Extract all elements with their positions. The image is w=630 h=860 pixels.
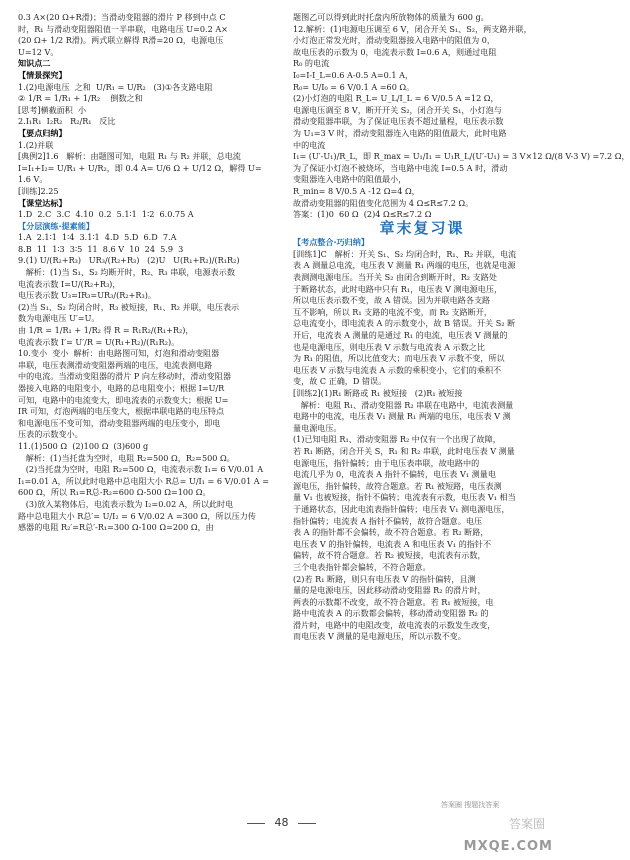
right-text-line: 解析：电阻 R₁、滑动变阻器 R₂ 串联在电路中，电流表测量 <box>293 399 514 410</box>
left-text-line: 0.3 A×(20 Ω+R滑)；当滑动变阻器的滑片 P 移到中点 C <box>18 12 226 22</box>
left-text-line: U=12 V。 <box>18 46 59 57</box>
right-text-line: 为 U₁=3 V 时，滑动变阻器连入电路的阻值最大，此时电路 <box>293 127 507 138</box>
left-text-line: 电流表示数 I′= U′/R = U(R₁+R₂)/(R₁R₂)。 <box>18 336 180 347</box>
left-text-line: 电压表示数 U₃=IR₃=UR₃/(R₂+R₃)。 <box>18 290 156 301</box>
right-text-line: I₀=I-I_L=0.6 A-0.5 A=0.1 A， <box>293 69 414 80</box>
right-text-line: R₀= U/I₀ = 6 V/0.1 A =60 Ω。 <box>293 81 415 92</box>
right-text-line: 电源电压调至 8 V，断开开关 S₂，闭合开关 S₁，小灯泡与 <box>293 104 502 115</box>
left-text-line: [典例2]1.6 解析：由题图可知，电阻 R₁ 与 R₂ 并联，总电流 <box>18 151 241 162</box>
watermark-sub: 答案圈 <box>508 817 545 831</box>
right-text-line: 电压表 V 示数与电流表 A 示数的乘积变小，它们的乘积不 <box>293 364 502 375</box>
left-text-line: IR 可知，灯泡两端的电压变大，根据串联电路的电压特点 <box>18 406 225 417</box>
right-text-line: 于断路状态，此时电路中只有 R₁，电压表 V 测电源电压， <box>293 283 503 294</box>
right-text-line: (2)小灯泡的电阻 R_L= U_L/I_L = 6 V/0.5 A =12 Ω， <box>293 93 499 104</box>
right-text-line: 小灯泡正常发光时，滑动变阻器接入电路中的阻值为 0， <box>293 35 495 46</box>
left-text-line: 10.变小 变小 解析：由电路图可知，灯泡和滑动变阻器 <box>18 348 220 359</box>
right-text-line: 而电压表 V 测量的是电源电压，所以示数不变。 <box>293 631 466 642</box>
left-text-line: (3)放入某物体后，电流表示数为 I₂=0.02 A，所以此时电 <box>18 498 234 509</box>
left-text-line: [训练]2.25 <box>18 185 59 196</box>
right-text-line: 两表的示数都不改变，故不符合题意。若 R₁ 被短接，电 <box>293 596 494 607</box>
right-text-line: 于通路状态，因此电流表指针偏转；电压表 V₁ 测电源电压， <box>293 503 510 514</box>
right-text-line: 电流几乎为 0，电流表 A 指针不偏转，电压表 V₁ 测量电 <box>293 469 496 480</box>
left-text-line: 时，R₁ 与滑动变阻器阻值一半串联，电路电压 U=0.2 A× <box>18 23 228 34</box>
right-text-line: 量 V₁ 也被短接，指针不偏转；电流表有示数，电压表 V₁ 相当 <box>293 492 516 503</box>
left-text-line: 1.6 V。 <box>18 174 48 185</box>
right-text-line: 指针偏转；电流表 A 指针不偏转，故符合题意。电压 <box>293 515 483 526</box>
right-text-line: 表测测电源电压。当开关 S₂ 由闭合到断开时，R₂ 支路处 <box>293 272 497 283</box>
left-section-heading: 【要点归纳】 <box>18 127 67 138</box>
left-text-line: 600 Ω，所以 R₁=R总-R₂=600 Ω-500 Ω=100 Ω。 <box>18 487 211 498</box>
left-text-line: 解析：(1)当托盘为空时，电阻 R₂=500 Ω，R₂=500 Ω。 <box>18 452 235 463</box>
right-text-line: (2)若 R₁ 断路，则只有电压表 V 的指针偏转，且测 <box>293 573 476 584</box>
right-text-line: R_min= 8 V/0.5 A -12 Ω=4 Ω， <box>293 185 420 196</box>
left-text-line: ② 1/R = 1/R₁ + 1/R₂ 倒数之和 <box>18 93 143 104</box>
right-text-line: 变，故 C 正确，D 错误。 <box>293 376 387 387</box>
left-text-line: 中的电流。当滑动变阻器的滑片 P 向左移动时，滑动变阻器 <box>18 371 231 382</box>
right-text-line: (1)已知电阻 R₁、滑动变阻器 R₂ 中仅有一个出现了故障， <box>293 434 501 445</box>
right-column <box>293 12 630 643</box>
left-text-line: 1.D 2.C 3.C 4.10 0.2 5.1∶1 1∶2 6.0.75 A <box>18 209 194 220</box>
left-text-line: I=I₁+I₂= U/R₁ + U/R₂，即 0.4 A= U/6 Ω + U/12 Ω，解得 U= <box>18 162 262 173</box>
right-text-line: 开后，电流表 A 测量的是通过 R₁ 的电流，电压表 V 测量的 <box>293 330 508 341</box>
right-text-line: 为了保证小灯泡不被烧坏，当电路中电流 I=0.5 A 时，滑动 <box>293 162 508 173</box>
right-text-line: 滑片时，电路中的电阻改变，故电流表的示数发生改变， <box>293 619 496 630</box>
right-text-line: 表 A 测量总电流，电压表 V 测量 R₁ 两端的电压，也就是电源 <box>293 260 516 271</box>
left-section-heading: 知识点二 <box>18 58 51 69</box>
left-text-line: 2.I₁R₁ I₂R₂ R₂/R₁ 反比 <box>18 116 116 127</box>
right-text-line: 所以电压表示数不变，故 A 错误。因为并联电路各支路 <box>293 295 491 306</box>
right-blue-tag-heading: 【考点整合·巧归纳】 <box>293 237 369 248</box>
watermark-text: MXQE.COM <box>463 839 553 854</box>
right-text-line: 变阻器连入电路中的阻值最小， <box>293 174 407 185</box>
page-number-text: 48 <box>274 816 289 829</box>
page-number-dash-left <box>247 823 265 824</box>
left-section-heading: 【课堂达标】 <box>18 197 67 208</box>
right-text-line: 滑动变阻器串联，为了保证电压表不超过量程，电压表示数 <box>293 116 504 127</box>
left-text-line: 11.(1)500 Ω (2)100 Ω (3)600 g <box>18 440 149 451</box>
page-number <box>0 816 563 829</box>
left-text-line: 数为电源电压 U′=U。 <box>18 313 100 324</box>
right-text-line: 互不影响，所以 R₁ 支路的电流不变，而 R₂ 支路断开， <box>293 306 492 317</box>
left-text-line: 1.(2)电源电压 之和 U/R₁ = U/R₂ (3)①各支路电阻 <box>18 81 213 92</box>
left-text-line: 解析：(1)当 S₁、S₂ 均断开时，R₂、R₃ 串联，电源表示数 <box>18 267 235 278</box>
left-blue-tag-heading: 【分层演练·提素能】 <box>18 220 94 231</box>
left-text-line: 压表的示数变小。 <box>18 429 83 440</box>
stamp-text: 答案圈 搜题找答案 <box>441 801 500 809</box>
right-text-line: 中的电流 <box>293 139 326 150</box>
right-text-line: [训练1]C 解析：开关 S₁、S₂ 均闭合时，R₁、R₂ 并联，电流 <box>293 248 517 259</box>
left-text-line: 1.A 2.1∶1 1∶4 3.1∶1 4.D 5.D 6.D 7.A <box>18 232 177 243</box>
right-text-line: I₁= (U′-U₁)/R_L，即 R_max = U₁/I₁ = U₁R_L/(U′-U₁) = 3 V×12 Ω/(8 V-3 V) =7.2 Ω， <box>293 151 630 162</box>
right-text-line: 题图乙可以得到此时托盘内所放物体的质量为 600 g。 <box>293 12 489 22</box>
right-text-line: 量电源电压。 <box>293 422 342 433</box>
left-text-line: 9.(1) U/(R₂+R₃) UR₃/(R₂+R₃) (2)U U(R₁+R₂)/(R₁R₂) <box>18 255 240 266</box>
left-column <box>18 12 282 534</box>
right-text-line: 三个电表指针都会偏转，不符合题意。 <box>293 561 431 572</box>
page-number-dash-right <box>298 823 316 824</box>
left-text-line: (20 Ω+ 1/2 R滑)。两式联立解得 R滑=20 Ω，电源电压 <box>18 35 224 46</box>
left-text-line: 串联，电压表测滑动变阻器两端的电压，电流表测电路 <box>18 359 213 370</box>
left-text-line: 由 1/R = 1/R₁ + 1/R₂ 得 R = R₁R₂/(R₁+R₂)， <box>18 325 194 336</box>
right-text-line: 路中电流表 A 的示数都会偏转，移动滑动变阻器 R₂ 的 <box>293 608 489 619</box>
right-text-line: 也是电源电压，则电压表 V 示数与电流表 A 示数之比 <box>293 341 485 352</box>
chapter-title: 章末复习课 <box>379 218 465 237</box>
left-text-line: (2)当托盘为空时，电阻 R₂=500 Ω，电流表示数 I₁= 6 V/0.01 A <box>18 464 264 475</box>
right-text-line: 电压表 V 的指针偏转，电流表 A 和电压表 V₁ 的指针不 <box>293 538 492 549</box>
left-text-line: 路中总电阻大小 R总′= U/I₂ = 6 V/0.02 A =300 Ω，所以压力传 <box>18 510 256 521</box>
left-text-line: 可知，电路中的电流变大，即电流表的示数变大；根据 U= <box>18 394 229 405</box>
right-text-line: 故滑动变阻器的阻值变化范围为 4 Ω≤R≤7.2 Ω。 <box>293 197 474 208</box>
right-text-line: 总电流变小，即电流表 A 的示数变小，故 B 错误。开关 S₂ 断 <box>293 318 516 329</box>
right-text-line: 若 R₁ 断路，闭合开关 S，R₁ 和 R₂ 串联，此时电压表 V 测量 <box>293 445 515 456</box>
left-text-line: 电流表示数 I=U/(R₂+R₃)， <box>18 278 121 289</box>
right-text-line: 偏转，故不符合题意。若 R₂ 被短接，电流表有示数， <box>293 550 486 561</box>
right-text-line: [训练2](1)R₁ 断路或 R₁ 被短接 (2)R₁ 被短接 <box>293 388 463 398</box>
left-text-line: 器接入电路的电阻变小，电路的总电阻变小；根据 I=U/R <box>18 383 225 393</box>
right-text-line: 源电压，指针偏转，故符合题意。若 R₁ 被短路，电压表测 <box>293 480 502 491</box>
left-text-line: I₁=0.01 A，所以此时电路中总电阻大小 R总= U/I₁ = 6 V/0.01 A = <box>18 475 270 486</box>
left-text-line: 感器的电阻 R₂′=R总′-R₁=300 Ω-100 Ω=200 Ω，由 <box>18 522 214 533</box>
left-text-line: 8.B 11 1∶3 3∶5 11 8.6 V 10 24 5.9 3 <box>18 243 184 254</box>
left-text-line: (2)当 S₁、S₂ 均闭合时，R₃ 被短接，R₁、R₂ 并联，电压表示 <box>18 301 240 312</box>
right-text-line: 电路中的电流，电压表 V₁ 测量 R₁ 两端的电压，电压表 V 测 <box>293 411 511 422</box>
right-text-line: 12.解析：(1)电源电压调至 6 V，闭合开关 S₁、S₂，两支路并联， <box>293 23 532 34</box>
left-section-heading: 【情景探究】 <box>18 69 67 80</box>
right-text-line: 量的是电源电压，因此移动滑动变阻器 R₂ 的滑片时， <box>293 585 486 596</box>
left-text-line: 和电源电压不变可知，滑动变阻器两端的电压变小，即电 <box>18 417 221 428</box>
right-text-line: 为 R₁ 的阻值，所以比值变大；而电压表 V 示数不变，所以 <box>293 353 505 364</box>
right-text-line: 故电压表的示数为 0，电流表示数 I=0.6 A，则通过电阻 <box>293 46 497 57</box>
right-text-line: 电源电压，指针偏转；由于电压表串联，故电路中的 <box>293 457 480 468</box>
right-text-line: 表 A 的指针都不会偏转，故不符合题意。若 R₂ 断路， <box>293 527 489 538</box>
right-text-line: R₀ 的电流 <box>293 58 330 69</box>
right-text-line: 答案：(1)0 60 Ω (2)4 Ω≤R≤7.2 Ω <box>293 209 432 220</box>
left-text-line: [思考]横截面积 小 <box>18 104 87 115</box>
left-text-line: 1.(2)并联 <box>18 139 54 150</box>
